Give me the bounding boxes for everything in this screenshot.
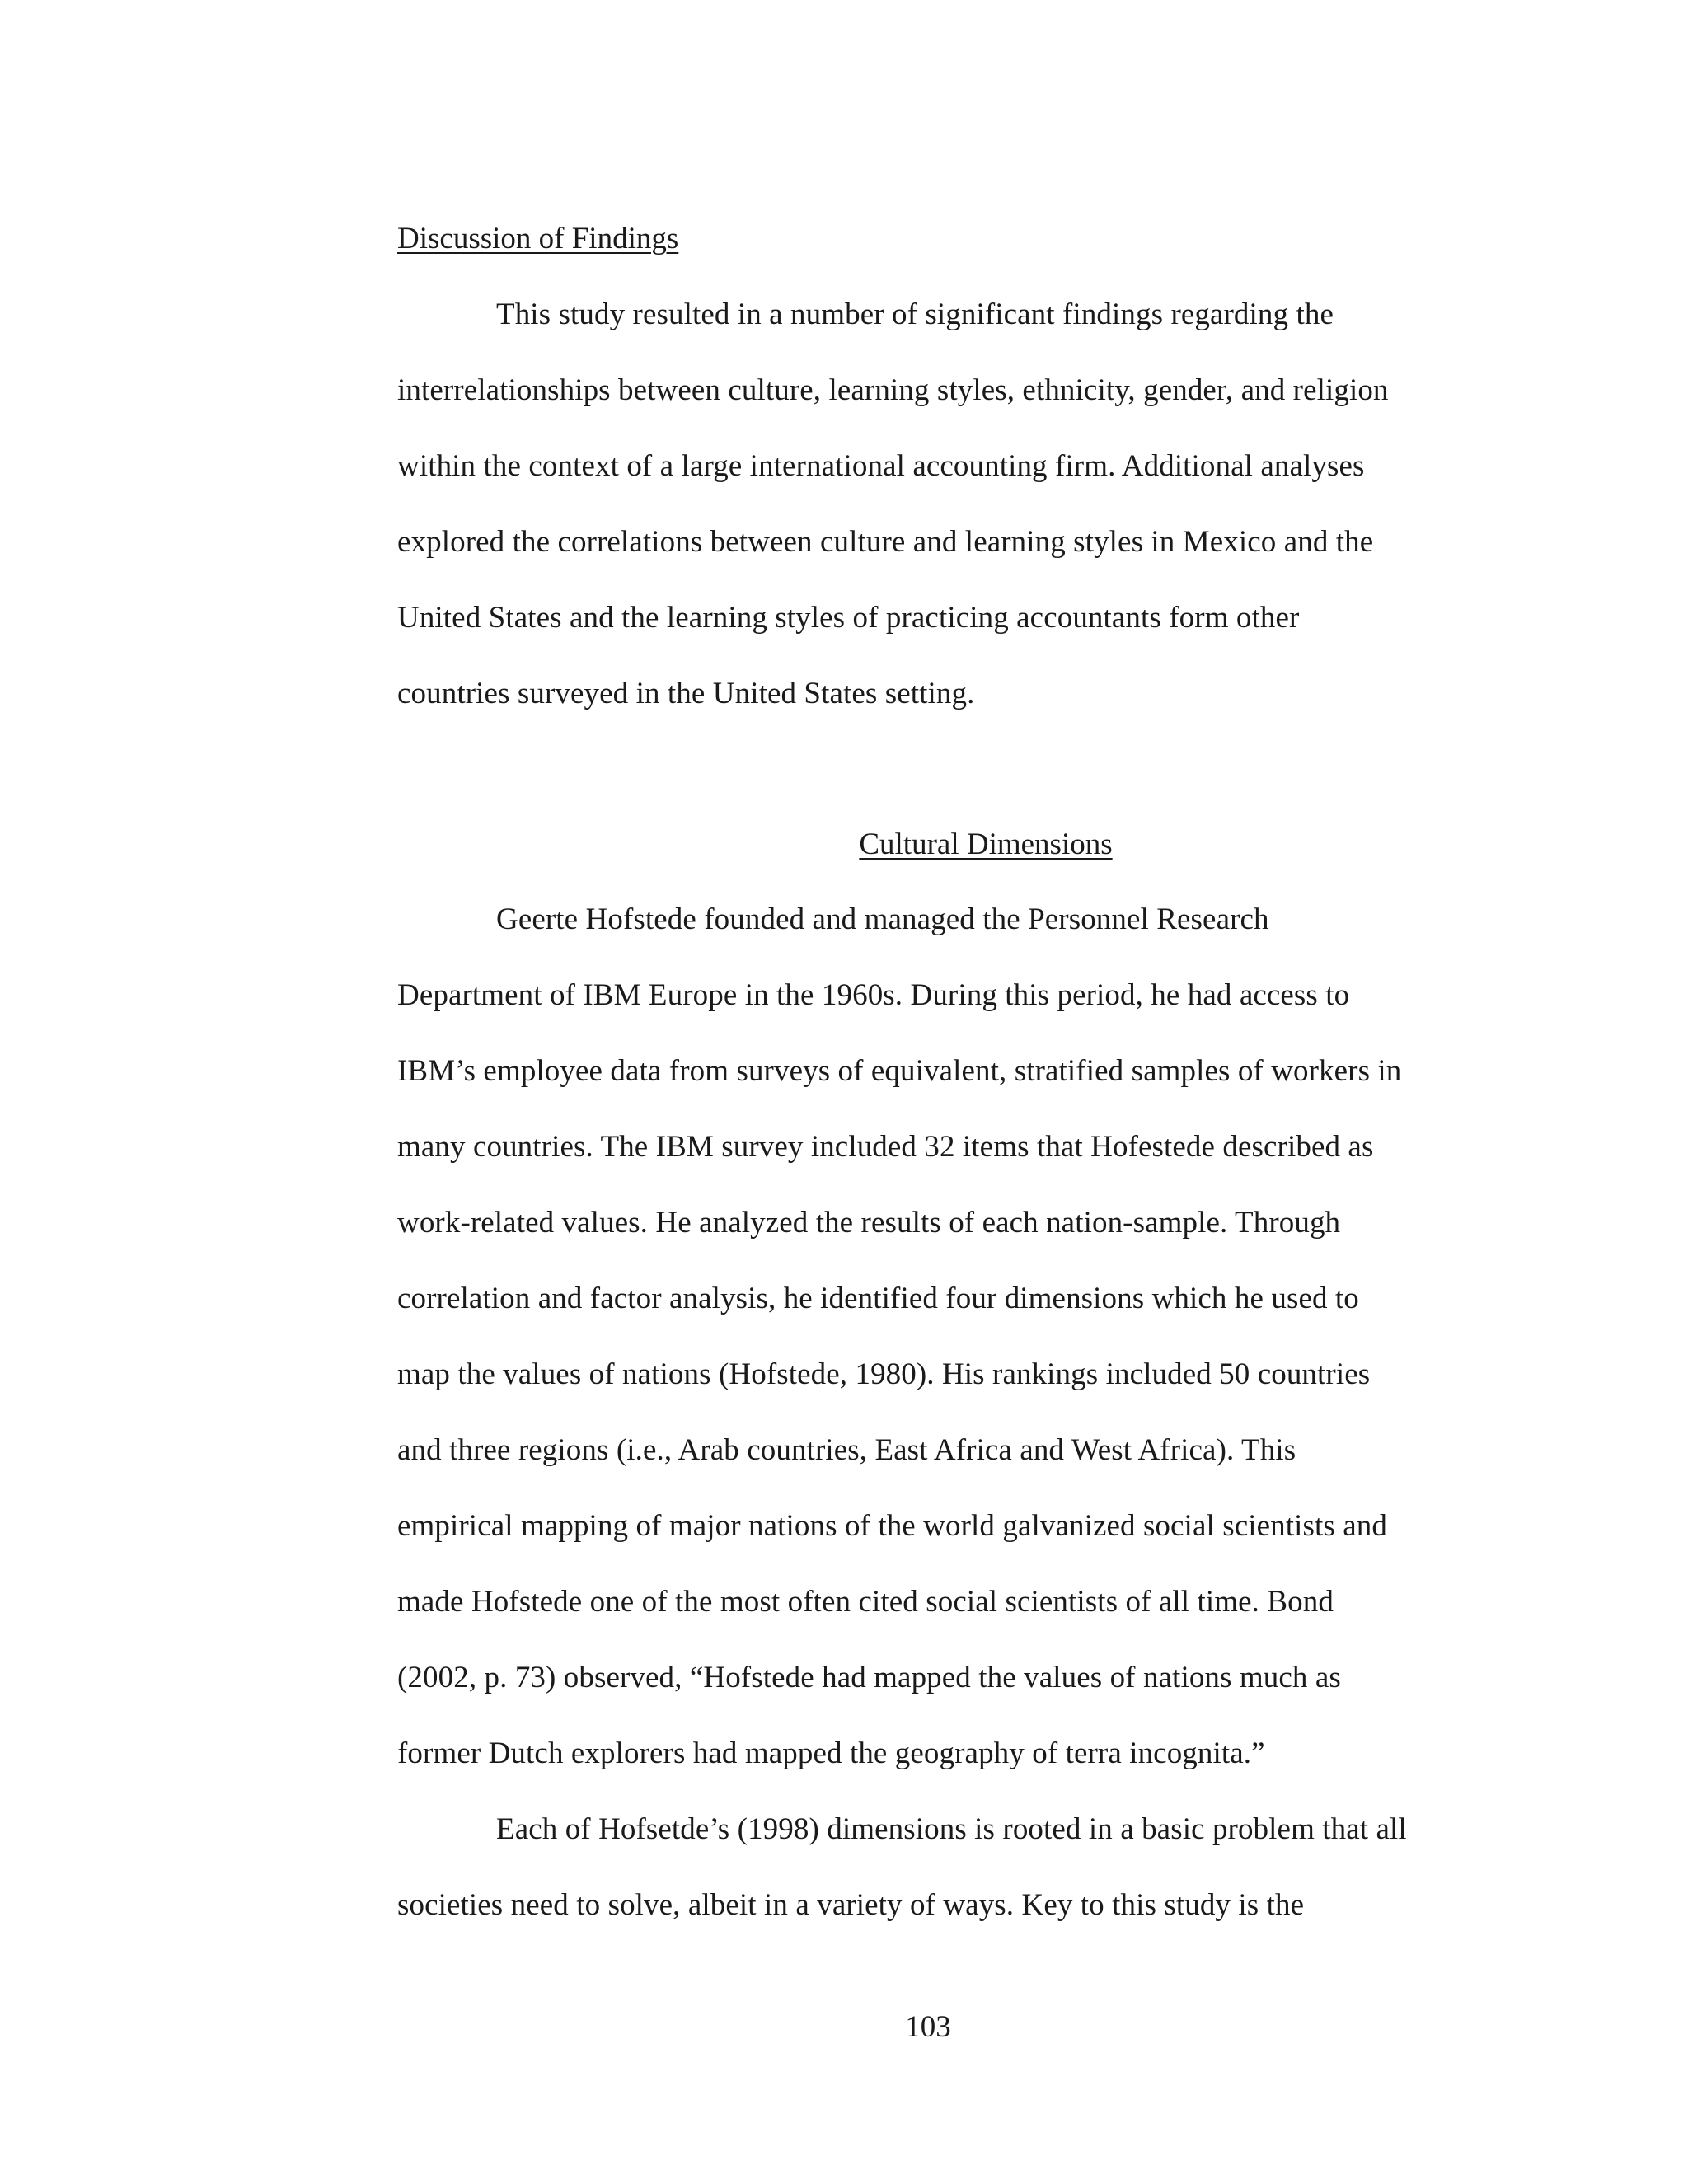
paragraph-line: map the values of nations (Hofstede, 1980). His rankings included 50 countries <box>397 1357 1371 1391</box>
paragraph-line: Each of Hofsetde’s (1998) dimensions is rooted in a basic problem that all <box>496 1812 1407 1846</box>
paragraph-line: Geerte Hofstede founded and managed the Personnel Research <box>496 902 1269 936</box>
section-heading: Discussion of Findings <box>397 222 679 255</box>
paragraph-line: (2002, p. 73) observed, “Hofstede had mapped the values of nations much as <box>397 1661 1341 1694</box>
paragraph-line: correlation and factor analysis, he identified four dimensions which he used to <box>397 1282 1359 1315</box>
paragraph-line: This study resulted in a number of significant findings regarding the <box>496 298 1334 331</box>
page-number: 103 <box>905 2010 951 2044</box>
paragraph-line: and three regions (i.e., Arab countries, East Africa and West Africa). This <box>397 1433 1296 1467</box>
paragraph-line: empirical mapping of major nations of the world galvanized social scientists and <box>397 1509 1387 1543</box>
paragraph-line: made Hofstede one of the most often cited social scientists of all time. Bond <box>397 1585 1334 1619</box>
paragraph-line: interrelationships between culture, learning styles, ethnicity, gender, and religion <box>397 373 1389 407</box>
paragraph-line: work-related values. He analyzed the results of each nation-sample. Through <box>397 1206 1341 1240</box>
paragraph-line: United States and the learning styles of practicing accountants form other <box>397 601 1300 635</box>
paragraph-line: many countries. The IBM survey included 32 items that Hofestede described as <box>397 1130 1374 1164</box>
subsection-heading: Cultural Dimensions <box>859 827 1113 861</box>
paragraph-line: former Dutch explorers had mapped the geography of terra incognita.” <box>397 1736 1265 1770</box>
paragraph-line: Department of IBM Europe in the 1960s. During this period, he had access to <box>397 978 1350 1012</box>
paragraph-line: countries surveyed in the United States setting. <box>397 677 975 710</box>
paragraph-line: IBM’s employee data from surveys of equivalent, stratified samples of workers in <box>397 1054 1402 1088</box>
paragraph-line: explored the correlations between culture and learning styles in Mexico and the <box>397 525 1374 559</box>
paragraph-line: societies need to solve, albeit in a variety of ways. Key to this study is the <box>397 1888 1305 1922</box>
paragraph-line: within the context of a large international accounting firm. Additional analyses <box>397 449 1365 483</box>
